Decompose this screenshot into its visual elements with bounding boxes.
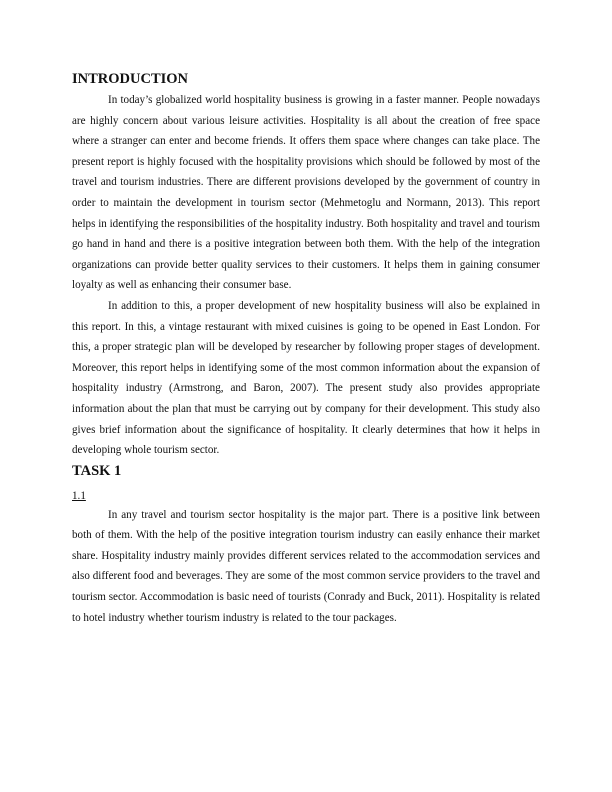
section-1-1-label: 1.1	[72, 489, 86, 502]
task-1-heading: TASK 1	[72, 462, 122, 479]
introduction-paragraph-1: In today’s globalized world hospitality business is growing in a faster manner. People nowadays are highly concern about various leisure activities. Hospitality is all about the creation of free space where a stranger can enter and become friends. It offers them space where changes can take place. The present report is highly focused with the hospitality provisions which should be followed by most of the travel and tourism industries. There are different provisions developed by the government of country in order to maintain the development in tourism sector (Mehmetoglu and Normann, 2013). This report helps in identifying the responsibilities of the hospitality industry. Both hospitality and travel and tourism go hand in hand and there is a positive integration between both them. With the help of the integration organizations can provide better quality services to their customers. It helps them in gaining consumer loyalty as well as enhancing their consumer base.	[72, 94, 540, 292]
section-1-1-paragraph: In any travel and tourism sector hospitality is the major part. There is a positive link between both of them. With the help of the positive integration tourism industry can easily enhance their market share. Hospitality industry mainly provides different services related to the accommodation services and also different food and beverages. They are some of the most common service providers to the travel and tourism sector. Accommodation is basic need of tourists (Conrady and Buck, 2011). Hospitality is related to hotel industry whether tourism industry is related to the tour packages.	[72, 508, 540, 624]
introduction-heading: INTRODUCTION	[72, 71, 189, 87]
page-content	[72, 70, 540, 628]
introduction-paragraph-2: In addition to this, a proper development of new hospitality business will also be explained in this report. In this, a vintage restaurant with mixed cuisines is going to be opened in East London. For this, a proper strategic plan will be developed by researcher by following proper stages of development. Moreover, this report helps in identifying some of the most common information about the expansion of hospitality industry (Armstrong, and Baron, 2007). The present study also provides appropriate information about the plan that must be carrying out by company for their development. This study also gives brief information about the significance of hospitality. It clearly determines that how it helps in developing whole tourism sector.	[72, 299, 540, 457]
section-1-1-row	[72, 486, 540, 505]
